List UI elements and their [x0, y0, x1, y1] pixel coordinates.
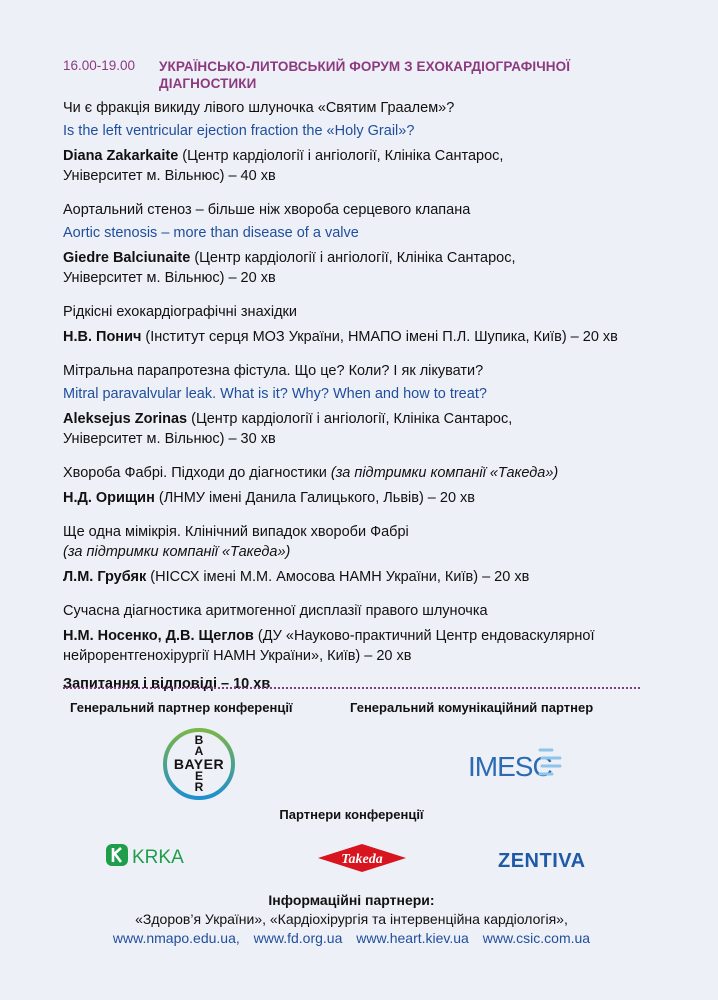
speaker-affiliation: Університет м. Вільнюс) – 40 хв	[63, 168, 276, 184]
program-item	[63, 463, 653, 508]
talk-title-ua: Рідкісні ехокардіографічні знахідки	[63, 304, 298, 320]
talk-title-ua: Хвороба Фабрі. Підходи до діагностики (за підтримки компанії «Такеда»)	[63, 465, 559, 481]
session-title: УКРАЇНСЬКО-ЛИТОВСЬКИЙ ФОРУМ З ЕХОКАРДІОГРАФІЧНОЇ ДІАГНОСТИКИ	[159, 59, 571, 91]
speaker-affiliation: (НІССХ імені М.М. Амосова НАМН України, Київ) – 20 хв	[146, 569, 530, 585]
speaker-affiliation: (Центр кардіології і ангіології, Клініка Сантарос,	[187, 411, 513, 427]
speaker-name: Н.Д. Орищин	[63, 490, 155, 506]
speaker-name: Л.М. Грубяк	[63, 569, 147, 585]
program-list	[63, 98, 653, 694]
program-item	[63, 200, 653, 288]
program-item	[63, 361, 653, 449]
speaker-name: Aleksejus Zorinas	[63, 411, 188, 427]
qa-session: Запитання і відповіді – 10 хв	[63, 676, 271, 692]
speaker-affiliation: Університет м. Вільнюс) – 30 хв	[63, 431, 276, 447]
takeda-logo	[314, 841, 410, 875]
info-links	[0, 929, 703, 948]
talk-title-en: Is the left ventricular ejection fraction the «Holy Grail»?	[63, 123, 415, 139]
program-item	[63, 302, 653, 347]
krka-logo-text: KRKA	[132, 847, 184, 868]
speaker-affiliation: Університет м. Вільнюс) – 20 хв	[63, 270, 276, 286]
talk-title-ua: Чи є фракція викиду лівого шлуночка «Святим Граалем»?	[63, 100, 455, 116]
zentiva-logo	[498, 846, 608, 872]
speaker-name: Н.В. Понич	[63, 329, 142, 345]
info-partners	[0, 891, 703, 948]
talk-speaker	[63, 567, 653, 587]
speaker-name: Diana Zakarkaite	[63, 148, 179, 164]
link[interactable]: www.nmapo.edu.ua,	[112, 930, 240, 946]
talk-speaker	[63, 409, 653, 449]
bayer-logo-text: BAYER	[173, 756, 225, 772]
program-item	[63, 601, 653, 666]
talk-title-ua: Мітральна парапротезна фістула. Що це? Коли? І як лікувати?	[63, 363, 484, 379]
program-item	[63, 522, 653, 587]
krka-logo	[106, 842, 206, 870]
dotted-divider	[63, 687, 640, 689]
speaker-affiliation: (ДУ «Науково-практичний Центр ендоваскулярної	[253, 628, 595, 644]
speaker-affiliation: нейрорентгенохірургії НАМН України», Київ) – 20 хв	[63, 648, 412, 664]
speaker-affiliation: (Центр кардіології і ангіології, Клініка Сантарос,	[178, 148, 504, 164]
partners-label: Партнери конференції	[279, 807, 424, 822]
info-partners-journals: «Здоров’я України», «Кардіохірургія та інтервенційна кардіологія»,	[135, 911, 568, 927]
info-partners-title: Інформаційні партнери:	[268, 892, 435, 908]
talk-speaker	[63, 248, 653, 288]
talk-speaker	[63, 146, 653, 186]
imesc-logo	[468, 740, 568, 786]
speaker-name: Н.М. Носенко, Д.В. Щеглов	[63, 628, 254, 644]
takeda-logo-text: Takeda	[341, 852, 383, 867]
talk-title-en: Mitral paravalvular leak. What is it? Why? When and how to treat?	[63, 386, 487, 402]
session-header	[63, 58, 663, 92]
talk-speaker	[63, 626, 653, 666]
talk-title-en: Aortic stenosis – more than disease of a valve	[63, 225, 359, 241]
link[interactable]: www.fd.org.ua	[253, 930, 343, 946]
talk-speaker	[63, 327, 653, 347]
speaker-name: Giedre Balciunaite	[63, 250, 191, 266]
speaker-affiliation: (ЛНМУ імені Данила Галицького, Львів) – 20 хв	[154, 490, 476, 506]
speaker-affiliation: (Центр кардіології і ангіології, Клініка Сантарос,	[190, 250, 516, 266]
sponsor-note: (за підтримки компанії «Такеда»)	[63, 544, 291, 560]
speaker-affiliation: (Інститут серця МОЗ України, НМАПО імені П.Л. Шупика, Київ) – 20 хв	[141, 329, 618, 345]
program-item	[63, 98, 653, 186]
zentiva-logo-text: ZENTIVA	[498, 850, 586, 872]
talk-speaker	[63, 488, 653, 508]
link[interactable]: www.heart.kiev.ua	[356, 930, 469, 946]
link[interactable]: www.csic.com.ua	[482, 930, 591, 946]
bayer-logo	[162, 727, 236, 801]
svg-text:B: B	[194, 733, 204, 747]
sponsor-note: (за підтримки компанії «Такеда»)	[330, 465, 559, 481]
svg-text:A: A	[194, 744, 204, 758]
session-time: 16.00-19.00	[63, 58, 136, 73]
general-comm-partner-label: Генеральний комунікаційний партнер	[350, 700, 594, 715]
svg-text:R: R	[194, 780, 204, 794]
talk-title-ua: Ще одна мімікрія. Клінічний випадок хвороби Фабрі	[63, 524, 409, 540]
talk-title-ua: Аортальний стеноз – більше ніж хвороба серцевого клапана	[63, 202, 471, 218]
imesc-logo-text: IMESC	[468, 751, 552, 782]
svg-text:E: E	[194, 769, 204, 783]
general-partner-label: Генеральний партнер конференції	[70, 700, 293, 715]
talk-title-ua: Сучасна діагностика аритмогенної дисплазії правого шлуночка	[63, 603, 488, 619]
